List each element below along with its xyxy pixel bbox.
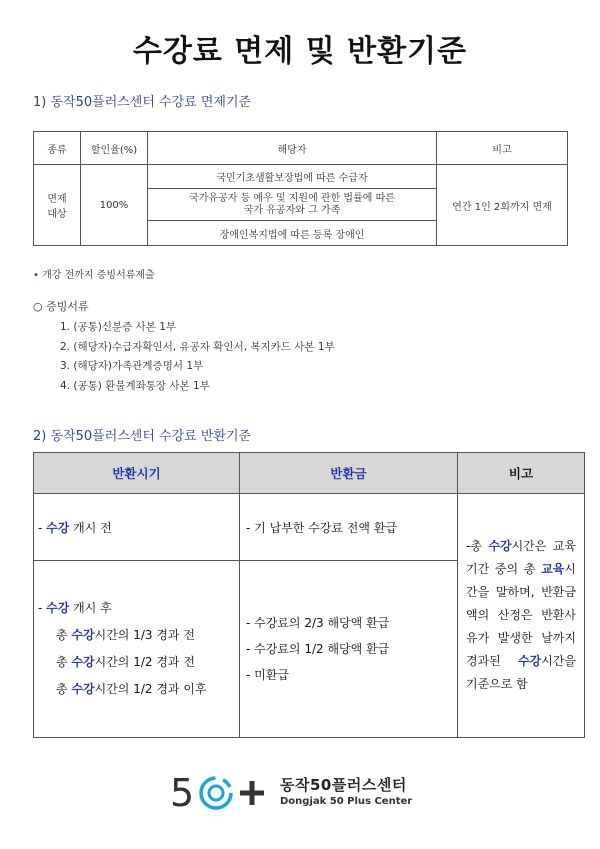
refund-amount-full: - 기 납부한 수강료 전액 환급: [240, 494, 458, 561]
list-item: 2. (해당자)수급자확인서, 유공자 확인서, 복지카드 사본 1부: [60, 340, 335, 353]
refund-table: [33, 452, 585, 738]
course-label: 수강: [518, 654, 542, 668]
documents-heading: [33, 298, 89, 314]
logo-name-english: Dongjak 50 Plus Center: [280, 796, 413, 807]
submit-note-text: 개강 전까지 증빙서류제출: [42, 270, 155, 281]
list-item: 1. (공통)신분증 사본 1부: [60, 321, 177, 333]
documents-list: [60, 318, 335, 396]
refund-text: 수강료의 2/3 해당액 환급: [254, 616, 390, 630]
category-line-2: 대상: [47, 209, 67, 220]
refund-remark: -총 수강시간은 교육기간 중의 총 교육시간을 말하며, 반환금액의 산정은 반환사유가 발생한 날까지 경과된 수강시간을 기준으로 함: [458, 494, 585, 738]
refund-text: 미환급: [254, 668, 289, 682]
col-header-refund-amount: 반환금: [240, 453, 458, 494]
refund-text: 기 납부한 수강료 전액 환급: [254, 520, 397, 535]
time-line: [38, 622, 238, 649]
course-label: 수강: [488, 539, 512, 553]
time-line: [38, 676, 238, 703]
course-label: 수강: [46, 520, 70, 535]
bullet-star-icon: •: [33, 270, 39, 281]
time-text: 개시 전: [73, 520, 112, 535]
page-title: 수강료 면제 및 반환기준: [132, 34, 468, 69]
col-header-refund-time: 반환시기: [34, 453, 240, 494]
exemption-category: [34, 165, 81, 246]
eligible-line: 국가 유공자와 그 가족: [243, 204, 341, 216]
section-heading-refund: 2) 동작50플러스센터 수강료 반환기준: [33, 429, 252, 444]
refund-line: - 수강료의 1/2 해당액 환급: [246, 642, 390, 656]
remark-text: 총: [470, 539, 489, 553]
category-line-1: 면제: [47, 194, 67, 205]
time-prefix: 총: [56, 655, 72, 669]
refund-time-after: [34, 561, 240, 738]
col-header-eligible: 해당자: [148, 132, 437, 165]
col-header-type: 종류: [34, 132, 81, 165]
time-prefix: 총: [56, 628, 72, 642]
refund-line: - 수강료의 2/3 해당액 환급: [246, 616, 390, 630]
exemption-note: 연간 1인 2회까지 면제: [437, 165, 568, 246]
education-label: 교육: [541, 562, 565, 576]
submit-note: [33, 266, 155, 281]
list-item: 3. (해당자)가족관계증명서 1부: [60, 360, 204, 372]
list-item: 4. (공통) 환불계좌통장 사본 1부: [60, 379, 210, 392]
refund-amounts-after: [240, 561, 458, 738]
col-header-remark: 비고: [458, 453, 585, 494]
eligible-line: 국가유공자 등 예우 및 지원에 관한 법률에 따른: [189, 192, 395, 204]
time-text: 시간의 1/3 경과 전: [94, 628, 195, 642]
refund-line: - 미환급: [246, 668, 289, 682]
time-prefix: 총: [56, 682, 72, 696]
eligible-row: 국민기초생활보장법에 따른 수급자: [148, 165, 437, 189]
refund-text: 수강료의 1/2 해당액 환급: [254, 642, 390, 656]
course-label: 수강: [71, 628, 95, 642]
time-line: - 수강 개시 후: [38, 601, 112, 615]
section-heading-exemption: 1) 동작50플러스센터 수강료 면제기준: [33, 95, 252, 110]
col-header-note: 비고: [437, 132, 568, 165]
remark-text: 시간을 말하며, 반환금액의 산정은 반환사유가 발생한 날까지 경과된: [466, 562, 576, 668]
time-text: 개시 후: [73, 601, 112, 615]
course-label: 수강: [71, 682, 95, 696]
remark-text: 시간은 교육기간 중의 총: [466, 539, 576, 576]
exemption-table: [33, 131, 568, 246]
course-label: 수강: [46, 601, 70, 615]
time-text: 시간의 1/2 경과 전: [94, 655, 195, 669]
logo-name-korean: 동작50플러스센터: [280, 776, 407, 794]
course-label: 수강: [71, 655, 95, 669]
circle-bullet-icon: ○: [33, 300, 43, 313]
time-text: 시간의 1/2 경과 이후: [94, 682, 207, 696]
remark-text: 시간을 기준으로 함: [466, 654, 576, 691]
svg-text:5: 5: [170, 771, 195, 815]
time-line: [38, 649, 238, 676]
fifty-plus-logo-icon: [170, 766, 270, 818]
exemption-rate: 100%: [81, 165, 148, 246]
center-logo: [170, 766, 440, 818]
refund-time-before: - 수강 개시 전: [34, 494, 240, 561]
documents-heading-text: 증빙서류: [46, 300, 89, 313]
col-header-rate: 할인율(%): [81, 132, 148, 165]
eligible-row: [148, 189, 437, 221]
eligible-row: 장애인복지법에 따른 등록 장애인: [148, 221, 437, 246]
